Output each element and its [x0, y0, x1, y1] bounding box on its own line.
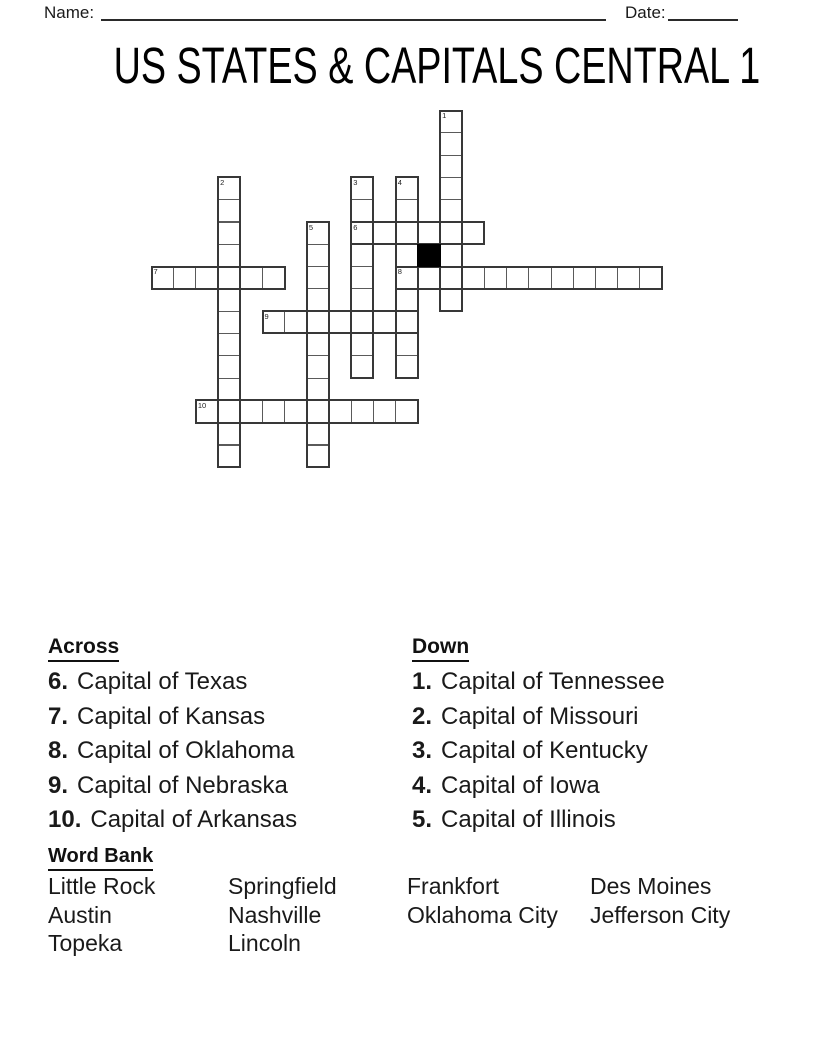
date-input-line[interactable] [668, 1, 738, 21]
grid-cell[interactable] [440, 132, 463, 155]
grid-cell[interactable] [262, 400, 285, 423]
word-bank-column-3 [407, 872, 558, 929]
clue-across-7 [48, 700, 297, 735]
grid-cell[interactable] [306, 311, 329, 334]
grid-cell[interactable] [440, 110, 463, 133]
clue-text: Capital of Kansas [77, 702, 266, 730]
grid-cell[interactable] [218, 288, 241, 311]
grid-cell[interactable] [306, 400, 329, 423]
grid-cell[interactable] [351, 177, 374, 200]
grid-cell[interactable] [306, 355, 329, 378]
clue-number: 5. [412, 806, 433, 833]
grid-cell[interactable] [484, 266, 507, 289]
grid-cell[interactable] [218, 355, 241, 378]
clue-number: 9. [48, 771, 69, 799]
clue-text: Capital of Iowa [441, 771, 600, 799]
grid-cell[interactable] [373, 311, 396, 334]
clue-number: 2. [412, 702, 433, 730]
grid-cell[interactable] [306, 378, 329, 401]
grid-cell[interactable] [262, 266, 285, 289]
grid-cell[interactable] [306, 333, 329, 356]
clue-down-1 [412, 665, 665, 700]
grid-cell[interactable] [218, 222, 241, 245]
grid-cell[interactable] [440, 199, 463, 222]
grid-cell[interactable] [173, 266, 196, 289]
grid-cell[interactable] [306, 222, 329, 245]
clue-number: 3. [412, 737, 433, 764]
clue-number: 6. [48, 668, 69, 695]
word-bank-item: Little Rock [48, 873, 156, 899]
black-cell [417, 244, 440, 267]
across-heading: Across [48, 635, 119, 662]
word-bank-column-2 [228, 872, 337, 958]
grid-cell[interactable] [373, 400, 396, 423]
grid-cell[interactable] [218, 422, 241, 445]
grid-cell[interactable] [551, 266, 574, 289]
grid-cell[interactable] [218, 311, 241, 334]
grid-cell[interactable] [395, 333, 418, 356]
grid-cell[interactable] [506, 266, 529, 289]
word-bank-item: Oklahoma City [407, 901, 558, 928]
grid-cell[interactable] [218, 266, 241, 289]
clue-across-9 [48, 769, 297, 804]
grid-cell[interactable] [240, 400, 263, 423]
grid-cell[interactable] [218, 378, 241, 401]
grid-cell[interactable] [373, 222, 396, 245]
clue-down-3 [412, 734, 665, 769]
grid-cell[interactable] [351, 199, 374, 222]
grid-cell[interactable] [262, 311, 285, 334]
grid-cell[interactable] [395, 266, 418, 289]
grid-cell[interactable] [395, 355, 418, 378]
grid-cell[interactable] [351, 266, 374, 289]
grid-number-4: 4 [397, 177, 402, 187]
grid-cell[interactable] [306, 244, 329, 267]
clue-down-4 [412, 769, 665, 804]
grid-cell[interactable] [284, 311, 307, 334]
word-bank-item: Topeka [48, 930, 123, 957]
word-bank-item: Lincoln [228, 930, 301, 957]
grid-cell[interactable] [528, 266, 551, 289]
grid-cell[interactable] [417, 266, 440, 289]
clue-across-6 [48, 665, 297, 700]
grid-cell[interactable] [395, 311, 418, 334]
page-title-text: US STATES & CAPITALS CENTRAL 1 [113, 37, 761, 94]
grid-cell[interactable] [440, 266, 463, 289]
grid-cell[interactable] [440, 288, 463, 311]
grid-cell[interactable] [462, 266, 485, 289]
grid-cell[interactable] [195, 400, 218, 423]
grid-cell[interactable] [306, 288, 329, 311]
grid-cell[interactable] [639, 266, 662, 289]
word-bank-heading: Word Bank [48, 845, 153, 871]
word-bank-item: Frankfort [407, 873, 500, 899]
grid-number-9: 9 [264, 311, 269, 321]
name-input-line[interactable] [101, 1, 606, 21]
grid-cell[interactable] [395, 222, 418, 245]
name-label: Name: [44, 3, 95, 22]
grid-number-1: 1 [442, 111, 447, 120]
grid-cell[interactable] [395, 244, 418, 267]
word-bank-item: Des Moines [590, 873, 712, 899]
clue-text: Capital of Missouri [441, 702, 639, 730]
grid-cell[interactable] [306, 445, 329, 468]
clue-down-2 [412, 700, 665, 735]
grid-cell[interactable] [329, 400, 352, 423]
clue-text: Capital of Oklahoma [77, 737, 295, 764]
grid-cell[interactable] [351, 400, 374, 423]
grid-cell[interactable] [440, 222, 463, 245]
grid-number-7: 7 [153, 267, 158, 277]
grid-cell[interactable] [240, 266, 263, 289]
grid-cell[interactable] [395, 400, 418, 423]
down-clue-list [412, 665, 665, 838]
grid-cell[interactable] [218, 445, 241, 468]
clue-text: Capital of Kentucky [441, 737, 648, 764]
grid-cell[interactable] [351, 244, 374, 267]
word-bank-column-4 [590, 872, 730, 929]
clue-text: Capital of Texas [77, 668, 248, 695]
word-bank-item: Nashville [228, 901, 322, 928]
across-clue-list [48, 665, 297, 838]
grid-number-5: 5 [308, 222, 314, 232]
grid-cell[interactable] [462, 222, 485, 245]
grid-cell[interactable] [306, 422, 329, 445]
grid-cell[interactable] [351, 333, 374, 356]
grid-cell[interactable] [440, 155, 463, 178]
clue-across-8 [48, 734, 297, 769]
grid-cell[interactable] [440, 177, 463, 200]
grid-cell[interactable] [351, 355, 374, 378]
clue-across-10 [48, 803, 297, 838]
grid-cell[interactable] [573, 266, 596, 289]
clue-number: 7. [48, 702, 69, 730]
grid-cell[interactable] [151, 266, 174, 289]
grid-cell[interactable] [306, 266, 329, 289]
down-heading: Down [412, 635, 469, 662]
grid-number-2: 2 [220, 177, 225, 187]
grid-cell[interactable] [218, 244, 241, 267]
grid-cell[interactable] [218, 199, 241, 222]
word-bank-item: Austin [48, 901, 112, 928]
grid-cell[interactable] [218, 333, 241, 356]
grid-cell[interactable] [351, 222, 374, 245]
grid-cell[interactable] [351, 288, 374, 311]
clue-text: Capital of Illinois [441, 806, 616, 833]
clue-number: 10. [48, 806, 82, 833]
grid-number-8: 8 [397, 267, 402, 277]
grid-cell[interactable] [195, 266, 218, 289]
clue-number: 1. [412, 668, 433, 695]
word-bank-column-1 [48, 872, 155, 958]
grid-cell[interactable] [351, 311, 374, 334]
date-label: Date: [625, 3, 666, 22]
grid-cell[interactable] [395, 177, 418, 200]
grid-cell[interactable] [617, 266, 640, 289]
clue-number: 8. [48, 737, 69, 764]
grid-cell[interactable] [329, 311, 352, 334]
grid-number-6: 6 [353, 222, 358, 232]
grid-cell[interactable] [417, 222, 440, 245]
page-title [0, 37, 816, 94]
grid-cell[interactable] [218, 177, 241, 200]
grid-cell[interactable] [395, 288, 418, 311]
word-bank-item: Springfield [228, 873, 337, 899]
clue-text: Capital of Nebraska [77, 771, 288, 799]
grid-cell[interactable] [218, 400, 241, 423]
grid-cell[interactable] [595, 266, 618, 289]
grid-cell[interactable] [395, 199, 418, 222]
grid-number-10: 10 [197, 400, 207, 410]
grid-cell[interactable] [284, 400, 307, 423]
clue-text: Capital of Tennessee [441, 668, 665, 695]
clue-number: 4. [412, 771, 433, 799]
clue-down-5 [412, 803, 665, 838]
grid-number-3: 3 [353, 177, 358, 187]
grid-cell[interactable] [440, 244, 463, 267]
word-bank-item: Jefferson City [590, 901, 731, 928]
clue-text: Capital of Arkansas [90, 806, 298, 833]
